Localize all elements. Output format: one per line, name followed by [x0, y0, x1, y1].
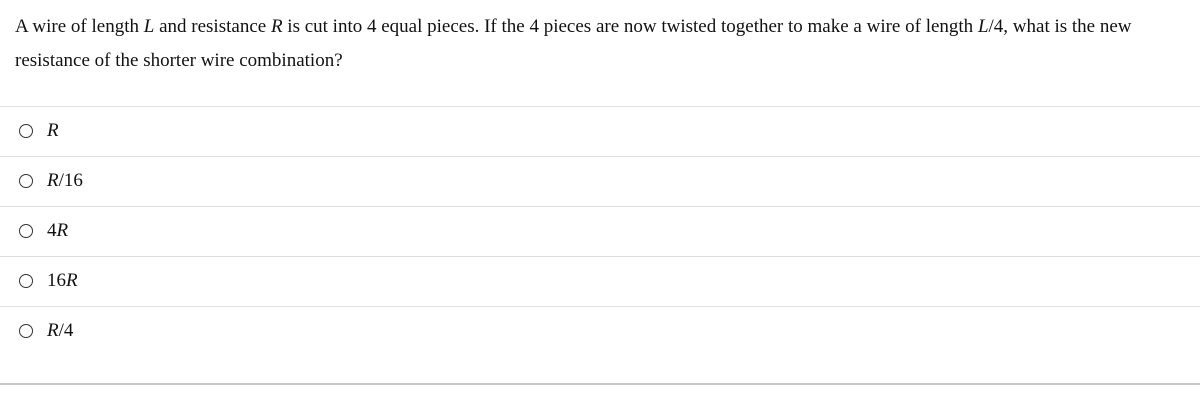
- answer-option-2[interactable]: [0, 156, 1200, 206]
- answer-option-label: [47, 169, 83, 193]
- text-run: and resistance: [154, 16, 271, 37]
- text-run: /16: [58, 170, 83, 191]
- answer-option-label: [47, 269, 78, 293]
- math-variable: L: [977, 16, 989, 37]
- answer-option-5[interactable]: [0, 306, 1200, 356]
- text-run: A wire of length: [15, 16, 144, 37]
- math-variable: R: [47, 120, 59, 141]
- text-run: 16: [47, 270, 66, 291]
- text-run: /4: [58, 320, 74, 341]
- answer-option-1[interactable]: [0, 106, 1200, 156]
- question-text: [15, 10, 1195, 78]
- bottom-divider: [0, 383, 1200, 385]
- answer-option-4[interactable]: [0, 256, 1200, 306]
- text-run: /4, what is the new resistance of the shorter wire combination?: [15, 16, 1132, 71]
- radio-button-icon[interactable]: [19, 274, 33, 288]
- radio-button-icon[interactable]: [19, 224, 33, 238]
- math-variable: R: [47, 320, 59, 341]
- radio-button-icon[interactable]: [19, 324, 33, 338]
- text-run: is cut into 4 equal pieces. If the 4 pieces are now twisted together to make a wire of length: [282, 16, 978, 37]
- text-run: 4: [47, 220, 57, 241]
- answer-option-label: [47, 319, 73, 343]
- answer-option-label: [47, 119, 59, 143]
- radio-button-icon[interactable]: [19, 174, 33, 188]
- math-variable: R: [66, 270, 78, 291]
- math-variable: L: [143, 16, 155, 37]
- radio-button-icon[interactable]: [19, 124, 33, 138]
- answer-options: [0, 106, 1200, 356]
- answer-option-3[interactable]: [0, 206, 1200, 256]
- math-variable: R: [270, 16, 283, 37]
- math-variable: R: [56, 220, 69, 241]
- answer-option-label: [47, 219, 68, 243]
- math-variable: R: [47, 170, 59, 191]
